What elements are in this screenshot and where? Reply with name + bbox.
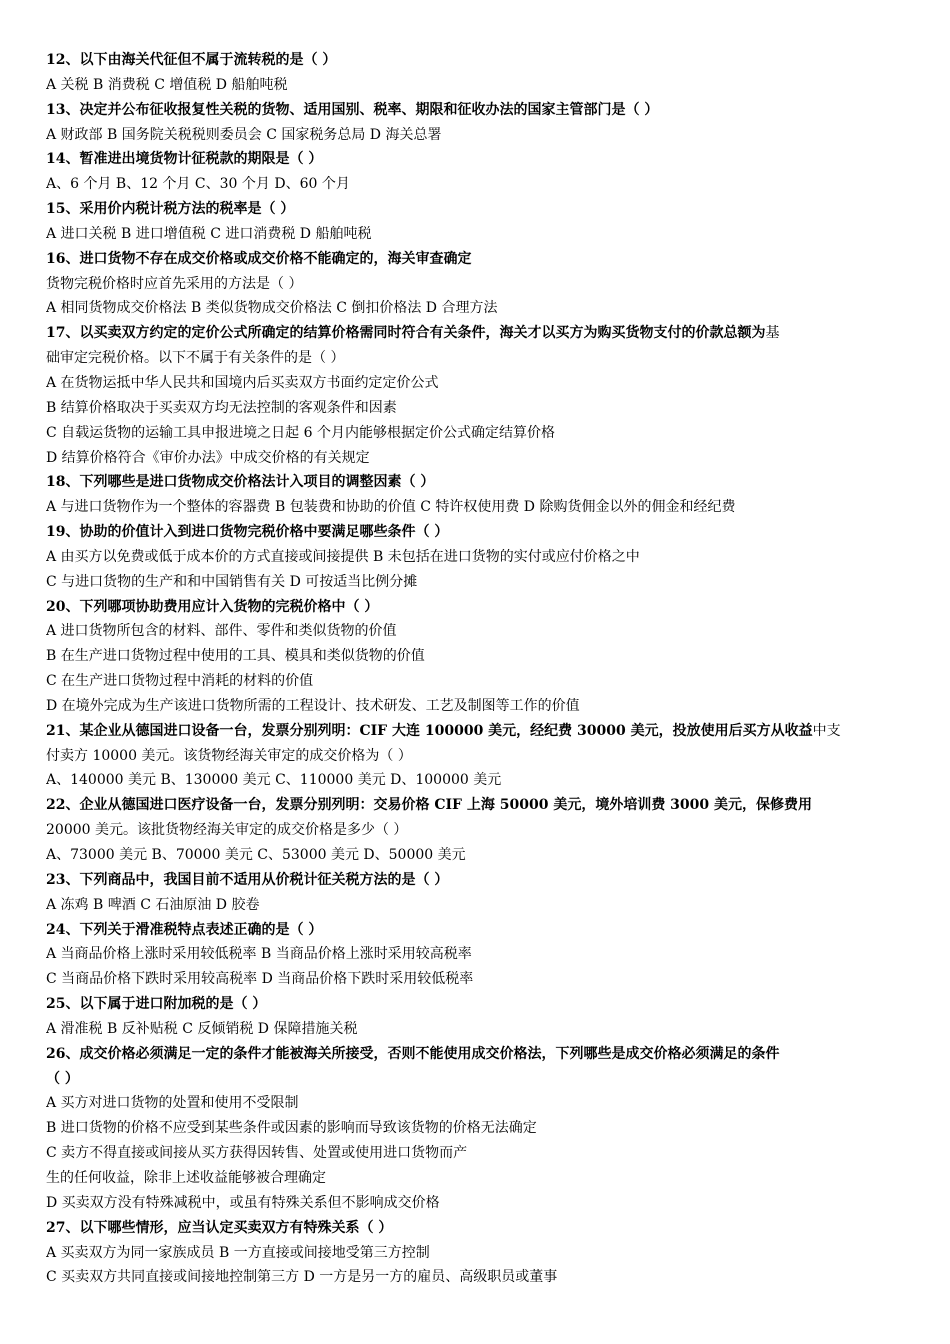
question-line: 16、进口货物不存在成交价格或成交价格不能确定的，海关审查确定 (46, 250, 472, 267)
question-line (46, 719, 906, 744)
question-text-continuation: 中支 (812, 722, 841, 739)
question-line: 22、企业从德国进口医疗设备一台，发票分别列明：交易价格 CIF 上海 50000 美元，境外培训费 3000 美元，保修费用 (46, 797, 813, 814)
answer-option-line: D 结算价格符合《审价办法》中成交价格的有关规定 (46, 449, 370, 466)
answer-option-line: B 结算价格取决于买卖双方均无法控制的客观条件和因素 (46, 399, 397, 416)
question-text: 17、以买卖双方约定的定价公式所确定的结算价格需同时符合有关条件，海关才以买方为购买货物支付的价款总额为 (46, 325, 766, 342)
answer-option-line: C 与进口货物的生产和和中国销售有关 D 可按适当比例分摊 (46, 573, 418, 590)
question-line: 15、采用价内税计税方法的税率是（ ） (46, 201, 295, 218)
question-line: 25、以下属于进口附加税的是（ ） (46, 996, 267, 1013)
answer-option-line: B 在生产进口货物过程中使用的工具、模具和类似货物的价值 (46, 648, 425, 665)
answer-option-line: A 买方对进口货物的处置和使用不受限制 (46, 1095, 299, 1112)
question-line: 19、协助的价值计入到进口货物完税价格中要满足哪些条件（ ） (46, 524, 449, 541)
answer-option-line: C 卖方不得直接或间接从买方获得因转售、处置或使用进口货物而产 (46, 1145, 468, 1162)
answer-option-line: 础审定完税价格。以下不属于有关条件的是（ ） (46, 350, 345, 367)
answer-option-line: A 进口关税 B 进口增值税 C 进口消费税 D 船舶吨税 (46, 225, 372, 242)
answer-option-line: D 在境外完成为生产该进口货物所需的工程设计、技术研发、工艺及制图等工作的价值 (46, 697, 580, 714)
question-line (46, 321, 906, 346)
question-line: 12、以下由海关代征但不属于流转税的是（ ） (46, 52, 337, 68)
question-line: 20、下列哪项协助费用应计入货物的完税价格中（ ） (46, 598, 379, 615)
answer-option-line: A、140000 美元 B、130000 美元 C、110000 美元 D、100000 美元 (46, 772, 502, 789)
answer-option-line: 付卖方 10000 美元。该货物经海关审定的成交价格为（ ） (46, 747, 412, 764)
question-line: 18、下列哪些是进口货物成交价格法计入项目的调整因素（ ） (46, 474, 435, 491)
question-line: 27、以下哪些情形，应当认定买卖双方有特殊关系（ ） (46, 1219, 393, 1236)
answer-option-line: A 由买方以免费或低于成本价的方式直接或间接提供 B 未包括在进口货物的实付或应付价格之中 (46, 548, 640, 565)
answer-option-line: C 在生产进口货物过程中消耗的材料的价值 (46, 673, 314, 690)
question-line: 24、下列关于滑准税特点表述正确的是（ ） (46, 921, 323, 938)
question-text: 21、某企业从德国进口设备一台，发票分别列明：CIF 大连 100000 美元，经纪费 30000 美元，投放使用后买方从收益 (46, 722, 813, 739)
answer-option-line: B 进口货物的价格不应受到某些条件或因素的影响而导致该货物的价格无法确定 (46, 1120, 537, 1137)
answer-option-line: D 买卖双方没有特殊减税中，或虽有特殊关系但不影响成交价格 (46, 1194, 440, 1211)
question-line: 26、成交价格必须满足一定的条件才能被海关所接受，否则不能使用成交价格法，下列哪些是成交价格必须满足的条件 (46, 1045, 780, 1062)
answer-option-line: A、73000 美元 B、70000 美元 C、53000 美元 D、50000 美元 (46, 847, 466, 863)
question-line: 23、下列商品中，我国目前不适用从价税计征关税方法的是（ ） (46, 871, 449, 888)
answer-option-line: A 与进口货物作为一个整体的容器费 B 包装费和协助的价值 C 特许权使用费 D 除购货佣金以外的佣金和经纪费 (46, 499, 736, 516)
answer-option-line: A 买卖双方为同一家族成员 B 一方直接或间接地受第三方控制 (46, 1244, 430, 1261)
answer-option-line: C 自载运货物的运输工具申报进境之日起 6 个月内能够根据定价公式确定结算价格 (46, 424, 555, 441)
question-line: （ ） (46, 1070, 79, 1087)
question-text-continuation: 基 (765, 325, 780, 342)
answer-option-line: A 在货物运抵中华人民共和国境内后买卖双方书面约定定价公式 (46, 374, 439, 391)
question-line: 14、暂准进出境货物计征税款的期限是（ ） (46, 151, 323, 168)
answer-option-line: 生的任何收益，除非上述收益能够被合理确定 (46, 1169, 326, 1186)
answer-option-line: A 滑准税 B 反补贴税 C 反倾销税 D 保障措施关税 (46, 1020, 358, 1037)
answer-option-line: C 买卖双方共同直接或间接地控制第三方 D 一方是另一方的雇员、高级职员或董事 (46, 1269, 558, 1286)
answer-option-line: A 当商品价格上涨时采用较低税率 B 当商品价格上涨时采用较高税率 (46, 946, 472, 963)
question-line: 13、决定并公布征收报复性关税的货物、适用国别、税率、期限和征收办法的国家主管部门是（ ） (46, 101, 659, 118)
answer-option-line: 20000 美元。该批货物经海关审定的成交价格是多少（ ） (46, 822, 408, 839)
answer-option-line: A 冻鸡 B 啤酒 C 石油原油 D 胶卷 (46, 896, 260, 913)
answer-option-line: A 相同货物成交价格法 B 类似货物成交价格法 C 倒扣价格法 D 合理方法 (46, 300, 498, 317)
answer-option-line: 货物完税价格时应首先采用的方法是（ ） (46, 275, 303, 292)
answer-option-line: A 进口货物所包含的材料、部件、零件和类似货物的价值 (46, 623, 397, 640)
answer-option-line: A 财政部 B 国务院关税税则委员会 C 国家税务总局 D 海关总署 (46, 126, 442, 143)
answer-option-line: C 当商品价格下跌时采用较高税率 D 当商品价格下跌时采用较低税率 (46, 971, 474, 988)
answer-option-line: A 关税 B 消费税 C 增值税 D 船舶吨税 (46, 76, 288, 93)
answer-option-line: A、6 个月 B、12 个月 C、30 个月 D、60 个月 (46, 176, 350, 193)
